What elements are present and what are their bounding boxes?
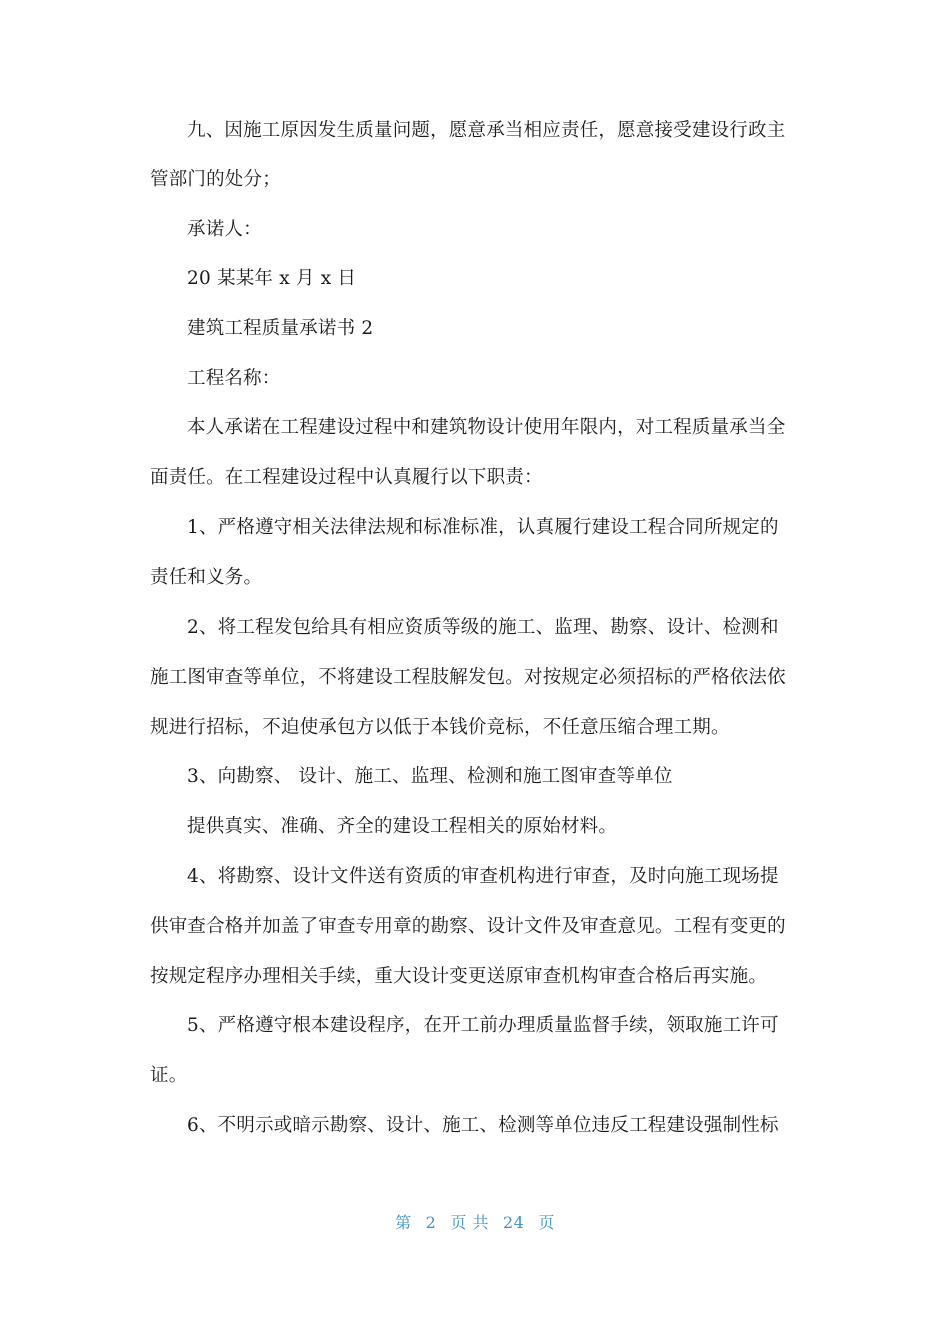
paragraph-line: 本人承诺在工程建设过程中和建筑物设计使用年限内，对工程质量承当全 (187, 417, 786, 438)
paragraph-line: 九、因施工原因发生质量问题，愿意承当相应责任，愿意接受建设行政主 (187, 120, 786, 141)
project-name-label: 工程名称： (187, 368, 281, 389)
paragraph-line: 面责任。在工程建设过程中认真履行以下职责： (150, 467, 543, 488)
signatory-label: 承诺人： (187, 219, 262, 240)
section-title: 建筑工程质量承诺书 2 (187, 318, 374, 339)
paragraph-line: 管部门的处分； (150, 169, 281, 190)
paragraph-line: 规进行招标，不迫使承包方以低于本钱价竞标，不任意压缩合理工期。 (150, 717, 730, 738)
date-line: 20 某某年 x 月 x 日 (187, 268, 357, 289)
paragraph-line: 责任和义务。 (150, 567, 263, 588)
paragraph-line: 1、严格遵守相关法律法规和标准标准，认真履行建设工程合同所规定的 (187, 517, 779, 538)
paragraph-line: 证。 (150, 1065, 188, 1086)
footer-middle: 页 共 (450, 1213, 489, 1232)
current-page-number: 2 (425, 1213, 437, 1232)
paragraph-line: 提供真实、准确、齐全的建设工程相关的原始材料。 (187, 816, 618, 837)
paragraph-line: 4、将勘察、设计文件送有资质的审查机构进行审查，及时向施工现场提 (187, 866, 779, 887)
page-number-footer (0, 1212, 950, 1234)
footer-prefix: 第 (395, 1213, 412, 1232)
paragraph-line: 供审查合格并加盖了审查专用章的勘察、设计文件及审查意见。工程有变更的 (150, 916, 786, 937)
paragraph-line: 按规定程序办理相关手续，重大设计变更送原审查机构审查合格后再实施。 (150, 966, 768, 987)
paragraph-line: 2、将工程发包给具有相应资质等级的施工、监理、勘察、设计、检测和 (187, 617, 779, 638)
paragraph-line: 5、严格遵守根本建设程序，在开工前办理质量监督手续，领取施工许可 (187, 1015, 779, 1036)
total-page-count: 24 (502, 1213, 525, 1232)
paragraph-line: 施工图审查等单位，不将建设工程肢解发包。对按规定必须招标的严格依法依 (150, 667, 786, 688)
footer-suffix: 页 (538, 1213, 555, 1232)
paragraph-line: 3、向勘察、 设计、施工、监理、检测和施工图审查等单位 (187, 766, 673, 787)
paragraph-line: 6、不明示或暗示勘察、设计、施工、检测等单位违反工程建设强制性标 (187, 1115, 779, 1136)
